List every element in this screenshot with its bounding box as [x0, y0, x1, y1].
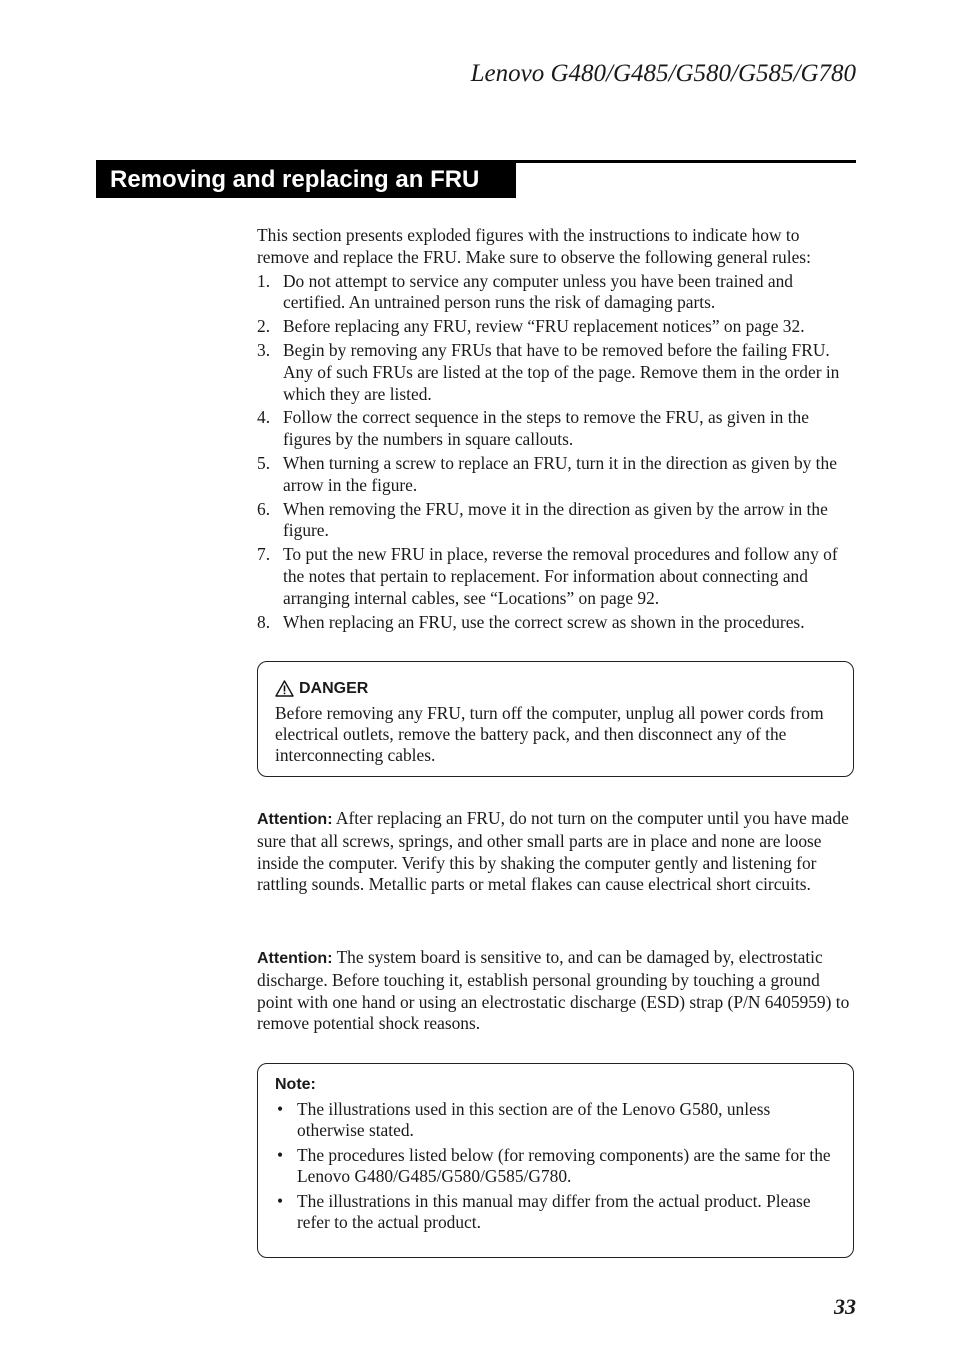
rule-text: When replacing an FRU, use the correct screw as shown in the procedures.	[283, 611, 805, 632]
warning-triangle-icon	[275, 680, 294, 697]
attention-text: After replacing an FRU, do not turn on the computer until you have made sure that all screws, springs, and other small parts are in place and none are loose inside the computer. Verify this by shaking the computer gently and listening for rattling sounds. Metallic parts or metal flakes can cause electrical short circuits.	[257, 808, 849, 895]
rule-number: 8.	[257, 611, 271, 632]
bullet: •	[277, 1099, 284, 1119]
attention-text: The system board is sensitive to, and can be damaged by, electrostatic discharge. Before touching it, establish personal grounding by touching a ground point with one hand or using an electrostatic discharge (ESD) strap (P/N 6405959) to remove potential shock reasons.	[257, 947, 850, 1034]
rule-item	[257, 407, 855, 451]
note-heading: Note:	[275, 1076, 316, 1093]
danger-label: DANGER	[299, 680, 369, 697]
rule-number: 6.	[257, 498, 271, 519]
rule-item	[257, 316, 855, 338]
rule-number: 5.	[257, 452, 271, 473]
rule-number: 2.	[257, 316, 271, 337]
note-text: The procedures listed below (for removing components) are the same for the Lenovo G480/G485/G580/G585/G780.	[297, 1145, 831, 1186]
attention-paragraph-2	[257, 947, 855, 1035]
rule-number: 1.	[257, 270, 271, 291]
rule-item	[257, 612, 855, 634]
rule-number: 3.	[257, 339, 271, 360]
attention-label: Attention:	[257, 950, 333, 967]
rule-text: Before replacing any FRU, review “FRU replacement notices” on page 32.	[283, 316, 805, 337]
note-item	[275, 1145, 837, 1187]
note-text: The illustrations in this manual may differ from the actual product. Please refer to the actual product.	[297, 1191, 811, 1232]
rule-text: Follow the correct sequence in the steps to remove the FRU, as given in the figures by the numbers in square callouts.	[283, 407, 809, 450]
note-item	[275, 1099, 837, 1141]
danger-box	[257, 661, 854, 777]
rule-text: To put the new FRU in place, reverse the removal procedures and follow any of the notes that pertain to replacement. For information about connecting and arranging internal cables, see “Locations” on page 92.	[283, 544, 838, 608]
rule-number: 7.	[257, 544, 271, 565]
bullet: •	[277, 1145, 284, 1165]
running-header-title: Lenovo G480/G485/G580/G585/G780	[470, 60, 856, 87]
rule-item	[257, 271, 855, 315]
intro-paragraph: This section presents exploded figures with the instructions to indicate how to remove and replace the FRU. Make sure to observe the following general rules:	[257, 225, 811, 267]
note-list	[275, 1099, 837, 1233]
rule-item	[257, 499, 855, 543]
note-text: The illustrations used in this section are of the Lenovo G580, unless otherwise stated.	[297, 1099, 771, 1140]
intro-block	[257, 225, 855, 635]
rule-number: 4.	[257, 407, 271, 428]
rule-item	[257, 544, 855, 609]
page-number: 33	[834, 1294, 856, 1319]
rule-item	[257, 453, 855, 497]
bullet: •	[277, 1191, 284, 1211]
section-title: Removing and replacing an FRU	[110, 166, 480, 193]
attention-paragraph-1	[257, 808, 855, 896]
rule-text: Begin by removing any FRUs that have to be removed before the failing FRU. Any of such FRUs are listed at the top of the page. Remove them in the order in which they are listed.	[283, 339, 840, 404]
rule-text: When removing the FRU, move it in the direction as given by the arrow in the figure.	[283, 498, 828, 541]
danger-text: Before removing any FRU, turn off the computer, unplug all power cords from electrical outlets, remove the battery pack, and then disconnect any of the interconnecting cables.	[275, 703, 824, 765]
rule-item	[257, 340, 855, 405]
rule-text: When turning a screw to replace an FRU, turn it in the direction as given by the arrow in the figure.	[283, 452, 837, 495]
general-rules-list	[257, 271, 855, 634]
note-item	[275, 1191, 837, 1233]
danger-heading	[275, 678, 837, 699]
note-box	[257, 1063, 854, 1258]
rule-text: Do not attempt to service any computer unless you have been trained and certified. An untrained person runs the risk of damaging parts.	[283, 270, 793, 313]
attention-label: Attention:	[257, 811, 333, 828]
